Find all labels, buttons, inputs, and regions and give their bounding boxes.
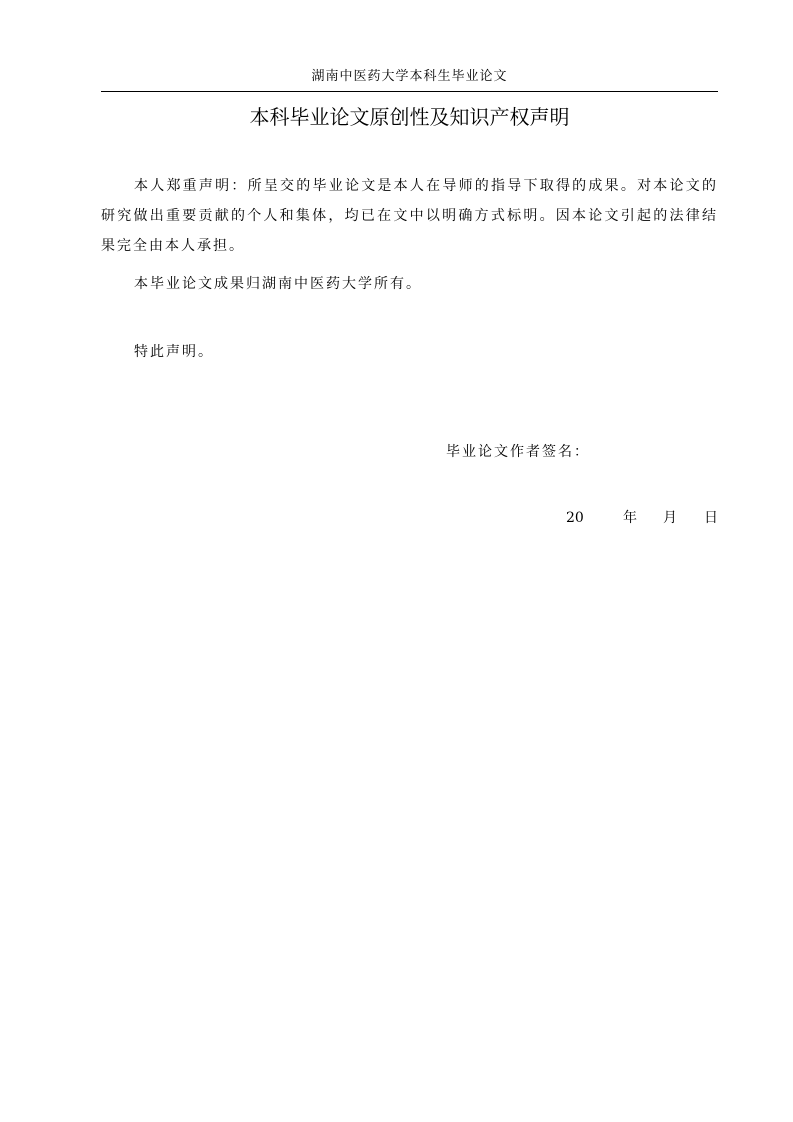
closing-paragraph: 特此声明。 (134, 344, 214, 360)
date-day-unit: 日 (704, 510, 718, 526)
document-title: 本科毕业论文原创性及知识产权声明 (249, 105, 570, 129)
declaration-paragraph: 本人郑重声明：所呈交的毕业论文是本人在导师的指导下取得的成果。对本论文的研究做出重要贡献的个人和集体，均已在文中以明确方式标明。因本论文引起的法律结果完全由本人承担。 (101, 178, 718, 254)
date-year-unit: 年 (623, 510, 637, 526)
date-month-unit: 月 (663, 510, 677, 526)
running-title: 湖南中医药大学本科生毕业论文 (311, 69, 508, 84)
date-year-prefix: 20 (566, 510, 584, 526)
page-header (101, 66, 718, 92)
author-signature-label: 毕业论文作者签名： (446, 444, 590, 460)
ownership-paragraph: 本毕业论文成果归湖南中医药大学所有。 (134, 276, 422, 292)
